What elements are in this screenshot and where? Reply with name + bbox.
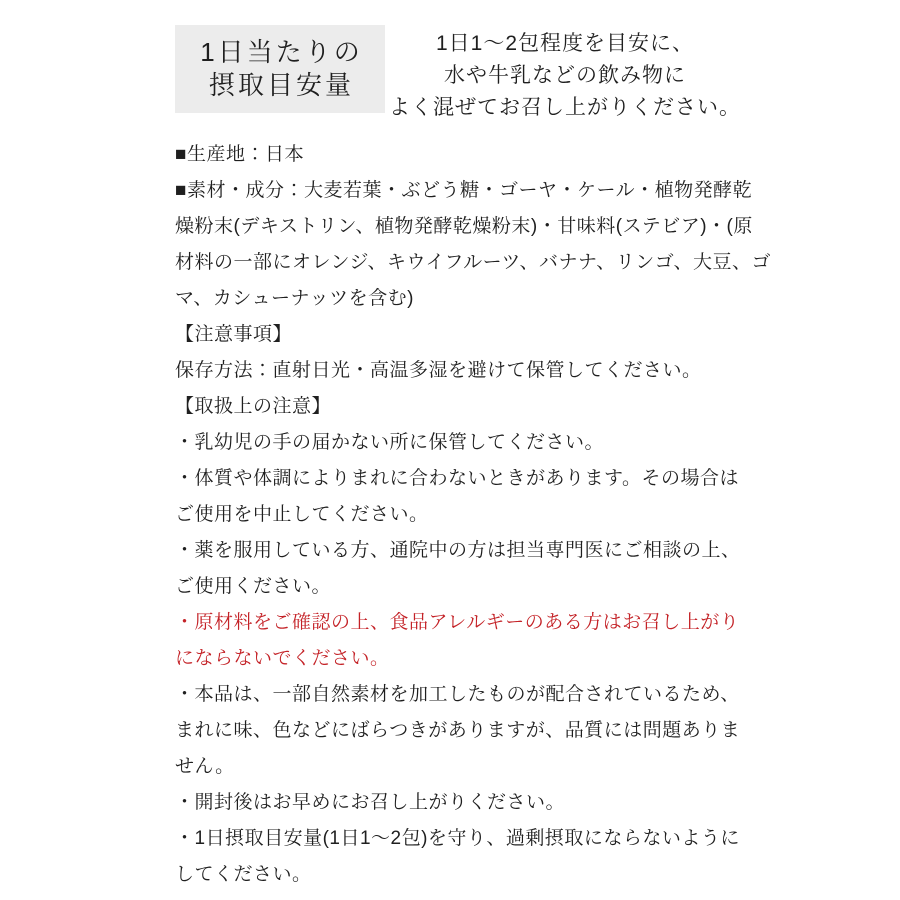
text-line: ご使用を中止してください。	[175, 504, 429, 525]
text-line: マ、カシューナッツを含む)	[175, 288, 414, 309]
text-line: にならないでください。	[175, 648, 390, 669]
usage-instruction-line: よく混ぜてお召し上がりください。	[389, 96, 741, 119]
text-line: ご使用ください。	[175, 576, 332, 597]
daily-intake-label-box	[175, 25, 385, 113]
paragraph	[175, 353, 733, 389]
text-line: 燥粉末(デキストリン、植物発酵乾燥粉末)・甘味料(ステビア)・(原	[175, 216, 753, 237]
paragraph	[175, 389, 733, 425]
allergy-warning-paragraph	[175, 605, 740, 677]
text-line: 【注意事項】	[175, 324, 293, 345]
paragraph	[175, 173, 771, 317]
text-line: 保存方法：直射日光・高温多湿を避けて保管してください。	[175, 360, 702, 381]
usage-instruction-line: 1日1〜2包程度を目安に、	[435, 32, 695, 55]
text-line: せん。	[175, 756, 235, 777]
text-line: ・本品は、一部自然素材を加工したものが配合されているため、	[175, 684, 740, 705]
text-line: ・薬を服用している方、通院中の方は担当専門医にご相談の上、	[175, 540, 741, 561]
paragraph	[175, 137, 733, 173]
intake-guideline-header	[175, 25, 745, 124]
paragraph	[175, 677, 741, 785]
text-line: ・開封後はお早めにお召し上がりください。	[175, 792, 566, 813]
text-line: まれに味、色などにばらつきがありますが、品質には問題ありま	[175, 720, 741, 741]
paragraph	[175, 317, 733, 353]
product-details-text	[175, 137, 771, 893]
paragraph	[175, 533, 741, 605]
text-line: ・原材料をご確認の上、食品アレルギーのある方はお召し上がり	[175, 612, 740, 633]
text-line: 材料の一部にオレンジ、キウイフルーツ、バナナ、リンゴ、大豆、ゴ	[175, 252, 771, 273]
text-line: ・体質や体調によりまれに合わないときがあります。その場合は	[175, 468, 739, 489]
text-line: してください。	[175, 864, 312, 885]
daily-intake-label-line: 摂取目安量	[208, 70, 354, 100]
paragraph	[175, 461, 739, 533]
usage-instruction-line: 水や牛乳などの飲み物に	[444, 64, 686, 87]
text-line: ■素材・成分：大麦若葉・ぶどう糖・ゴーヤ・ケール・植物発酵乾	[175, 180, 753, 201]
usage-instruction	[385, 25, 745, 124]
daily-intake-label-line: 1日当たりの	[200, 37, 363, 67]
text-line: ・1日摂取目安量(1日1〜2包)を守り、過剰摂取にならないように	[175, 828, 740, 849]
text-line: ■生産地：日本	[175, 144, 304, 165]
text-line: 【取扱上の注意】	[175, 396, 332, 417]
text-line: ・乳幼児の手の届かない所に保管してください。	[175, 432, 605, 453]
paragraph	[175, 425, 733, 461]
paragraph	[175, 821, 740, 893]
paragraph	[175, 785, 733, 821]
